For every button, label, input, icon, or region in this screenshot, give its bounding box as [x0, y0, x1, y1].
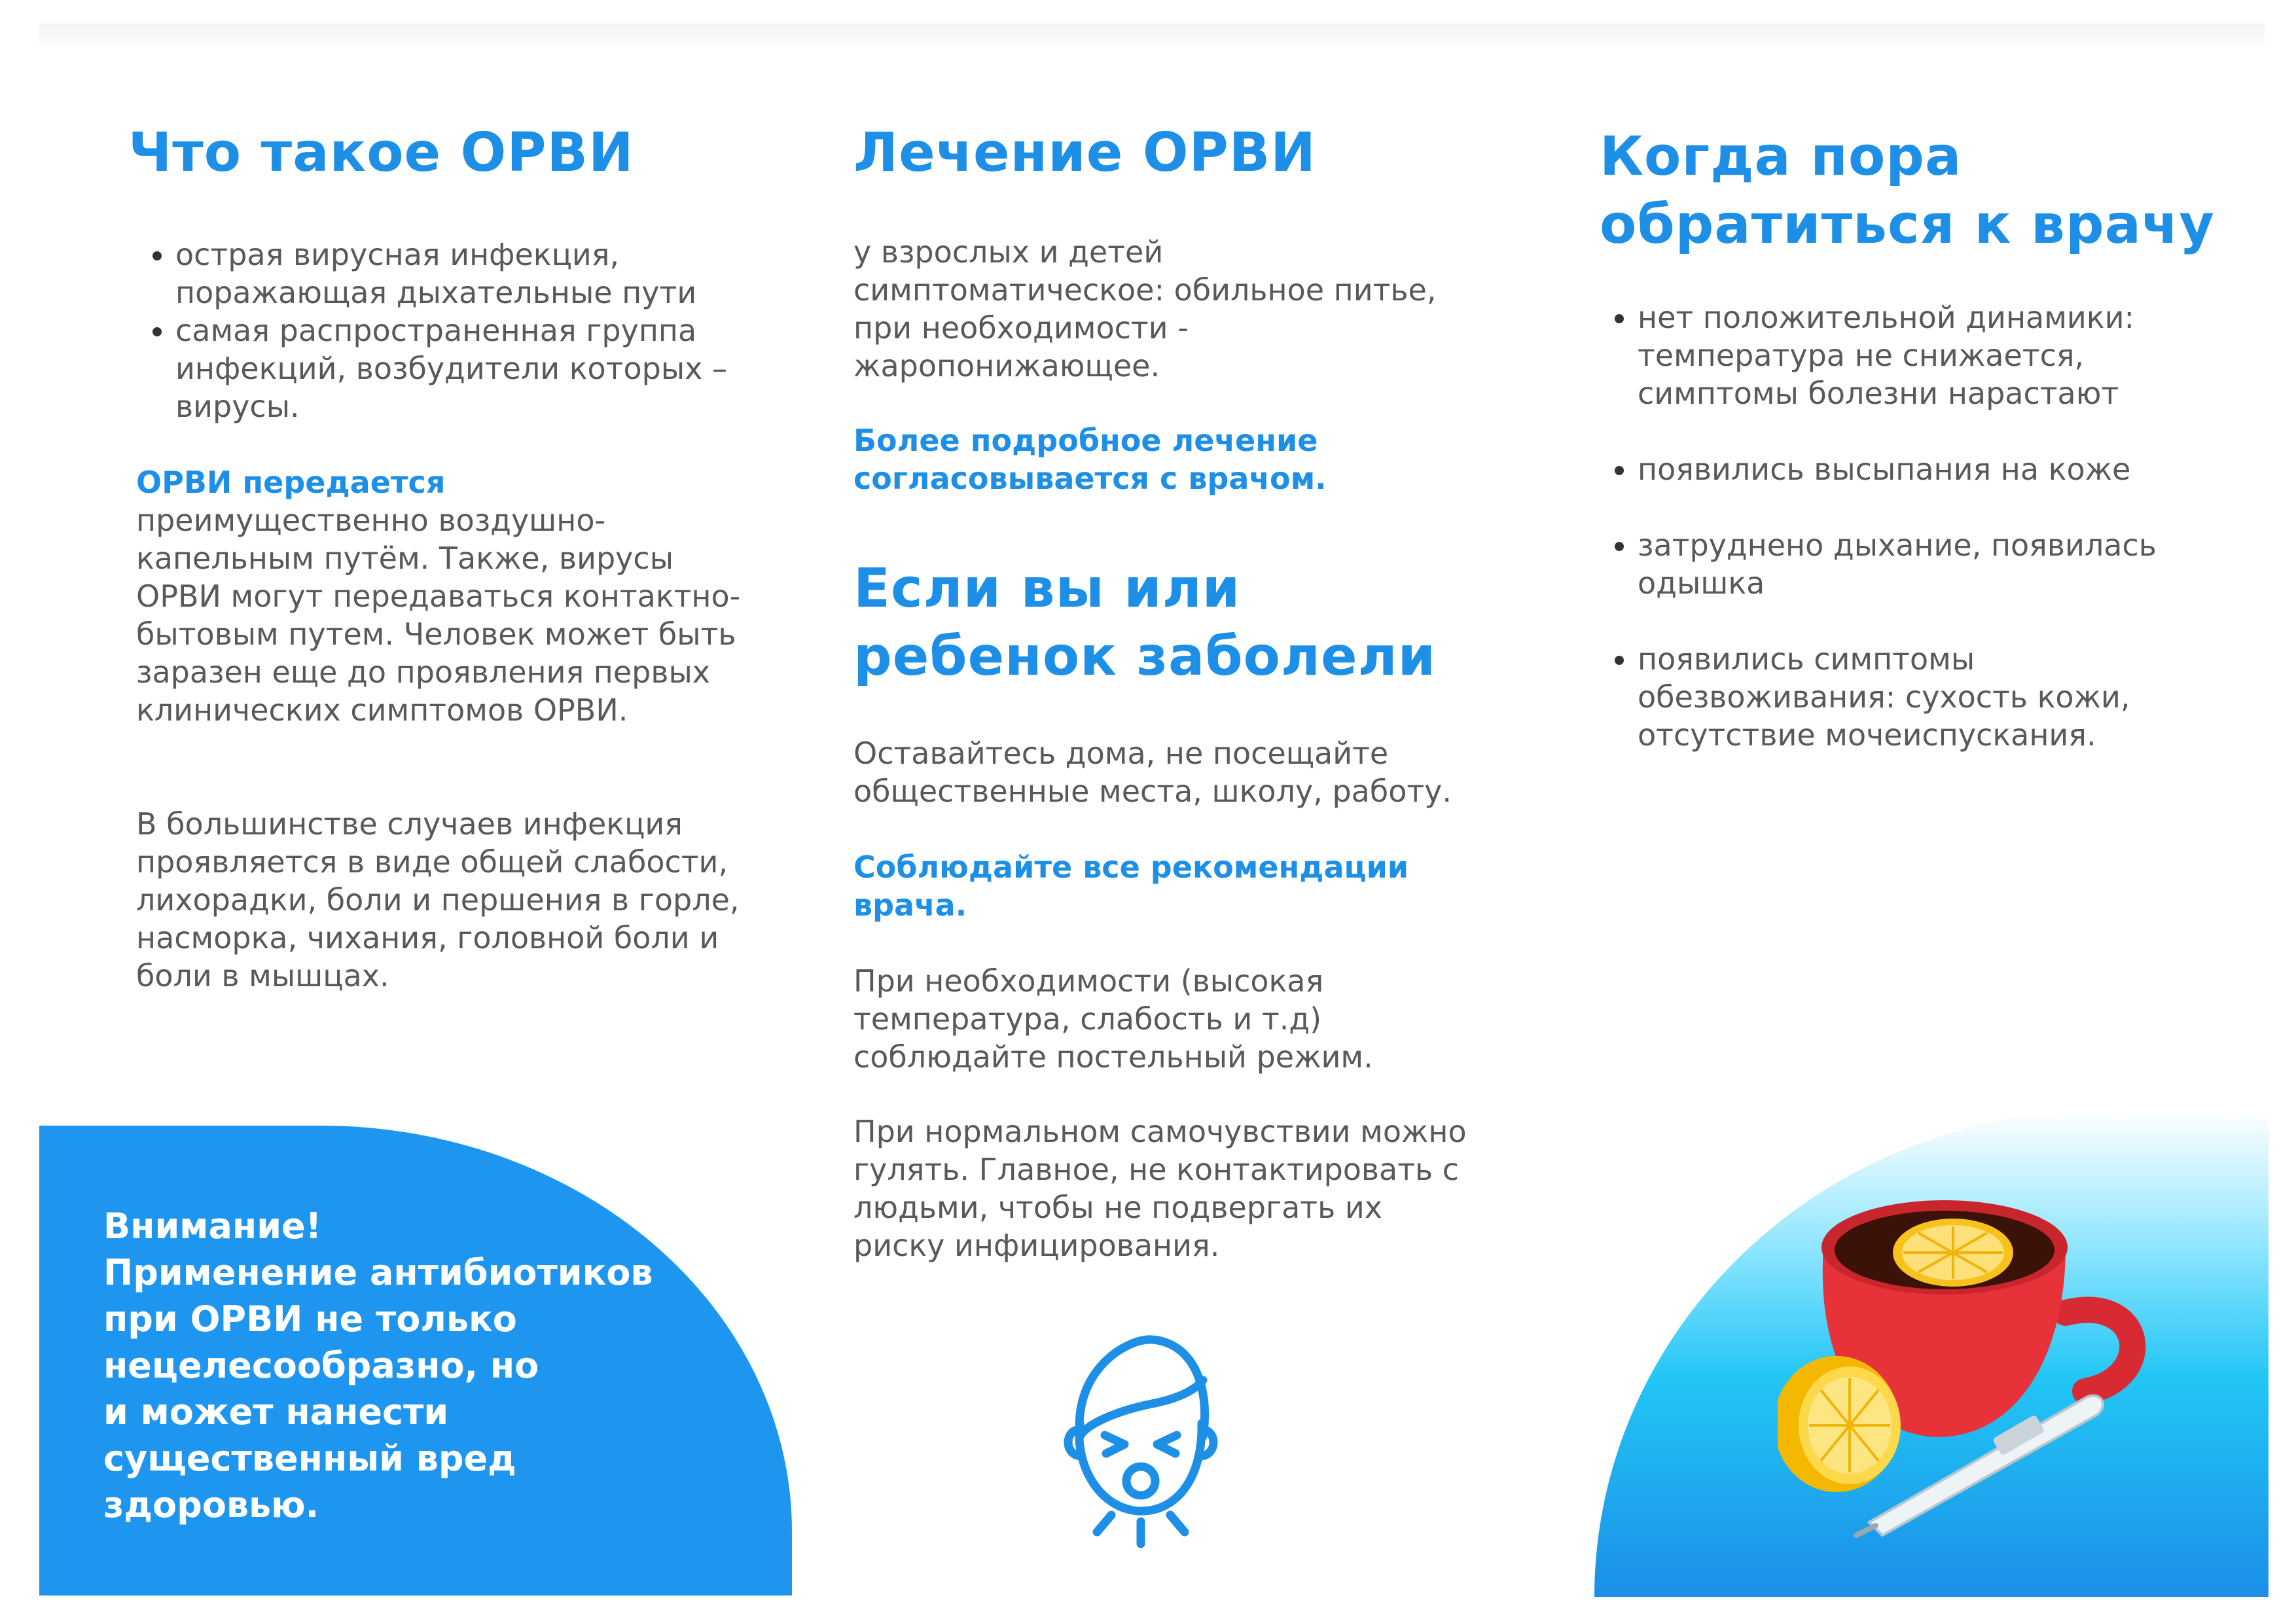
lemon-slice-in-cup [1893, 1219, 2013, 1287]
treatment-text: у взрослых и детей симптоматическое: обильное питье, при необходимости - жаропонижающее. [853, 234, 1437, 383]
criteria-item: • затруднено дыхание, появилась одышка [1638, 526, 2227, 602]
definition-item: • острая вирусная инфекция, поражающая дыхательные пути [175, 236, 817, 312]
bed-rest-text: При необходимости (высокая температура, слабость и т.д) соблюдайте постельный режим. [853, 963, 1373, 1075]
title-if-sick: Если вы или ребенок заболели [853, 558, 1437, 688]
warning-line: нецелесообразно, но [103, 1345, 539, 1386]
warning-panel [39, 1126, 792, 1596]
title-see-doctor [1600, 123, 2254, 259]
title-treatment: Лечение ОРВИ [853, 122, 1316, 184]
doctor-criteria-list [1597, 298, 2227, 754]
doctor-note: Более подробное лечение согласовывается с врачом. [853, 423, 1327, 496]
definition-list [135, 236, 817, 425]
transmits-text: преимущественно воздушно-капельным путём. Также, вирусы ОРВИ могут передаваться контактно-бытовым путем. Человек может быть заразен еще до проявления первых клинических симптомов ОРВИ. [136, 503, 741, 728]
criteria-item: • появились высыпания на коже [1638, 450, 2227, 488]
warning-line: Применение антибиотиков [103, 1252, 653, 1293]
illustration-panel [1594, 1110, 2269, 1597]
title-line: обратиться к врачу [1600, 194, 2215, 256]
warning-line: при ОРВИ не только [103, 1298, 517, 1340]
warning-text [103, 1203, 758, 1528]
criteria-item: • нет положительной динамики: температура не снижается, симптомы болезни нарастают [1638, 298, 2227, 412]
warning-line: здоровью. [103, 1484, 319, 1525]
definition-item: • самая распространенная группа инфекций, возбудители которых – вирусы. [175, 312, 817, 425]
warning-line: Внимание! [103, 1205, 322, 1247]
stay-home-text: Оставайтесь дома, не посещайте общественные места, школу, работу. [853, 736, 1452, 809]
sneezing-person-icon [1054, 1325, 1224, 1561]
page-top-shadow [39, 24, 2265, 50]
symptoms-text: В большинстве случаев инфекция проявляется в виде общей слабости, лихорадки, боли и першения в горле, насморка, чихания, головной боли и боли в мышцах. [136, 806, 740, 993]
tea-cup-with-lemon-illustration [1778, 1182, 2236, 1588]
follow-advice-text: Соблюдайте все рекомендации врача. [853, 849, 1409, 923]
criteria-item: • появились симптомы обезвоживания: сухость кожи, отсутствие мочеиспускания. [1638, 640, 2227, 754]
warning-line: и может нанести [103, 1391, 449, 1433]
title-line: Когда пора [1600, 126, 1962, 188]
warning-line: существенный вред [103, 1438, 516, 1479]
title-what-is-arvi: Что такое ОРВИ [128, 122, 634, 184]
walk-text: При нормальном самочувствии можно гулять. Главное, не контактировать с людьми, чтобы не подвергать их риску инфицирования. [853, 1114, 1467, 1263]
transmits-heading: ОРВИ передается [136, 465, 446, 500]
